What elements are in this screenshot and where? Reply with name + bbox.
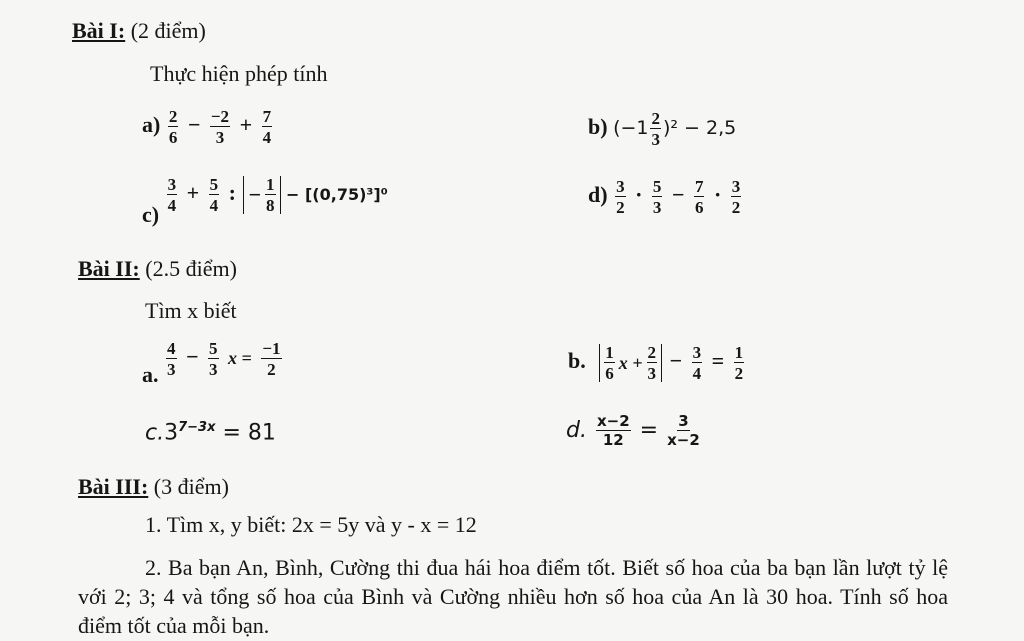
problem-label: a. <box>142 362 159 388</box>
problem-2a: a. $\frac{4}{3}$ − $\frac{5}{3}$ x = $\frac{-1}{2}$ <box>142 339 281 388</box>
fraction: $\frac{-2}{3}$ <box>210 107 230 147</box>
section-2-instruction: Tìm x biết <box>145 298 237 323</box>
problem-1d: d) $\frac{3}{2}$ · $\frac{5}{3}$ − $\frac{7}{6}$ · $\frac{3}{2}$ <box>588 177 741 217</box>
fraction: $\frac{3}{4}$ <box>692 343 702 383</box>
fraction: $\frac{-1}{2}$ <box>262 339 281 379</box>
fraction: $\frac{3}{x-2}$ <box>667 412 700 449</box>
problem-label: d. <box>566 418 587 443</box>
problem-label: b) <box>588 114 608 140</box>
problem-1c: c) $\frac{3}{4}$ + $\frac{5}{4}$ : − $\frac{1}{8}$ − [(0,75)³]⁰ <box>142 175 388 228</box>
section-1-points: (2 điểm) <box>130 18 206 43</box>
fraction: $\frac{7}{6}$ <box>694 177 704 217</box>
problem-3-2: 2. Ba bạn An, Bình, Cường thi đua hái hoa điểm tốt. Biết số hoa của ba bạn lần lượt tỷ lệ với 2; 3; 4 và tổng số hoa của Bình và Cường nhiều hơn số hoa của An là 30 hoa. Tính số hoa điểm tốt của mỗi bạn. <box>78 555 948 638</box>
fraction: $\frac{3}{2}$ <box>616 177 625 217</box>
fraction: $\frac{5}{3}$ <box>652 177 662 217</box>
fraction: $\frac{2}{3}$ <box>651 109 660 149</box>
fraction: $\frac{3}{4}$ <box>167 175 177 215</box>
section-2-points: (2.5 điểm) <box>145 256 237 281</box>
problem-label: b. <box>568 348 586 374</box>
fraction: $\frac{4}{3}$ <box>167 339 176 379</box>
problem-label: c) <box>142 202 160 228</box>
fraction: $\frac{2}{6}$ <box>168 107 178 147</box>
section-3-header <box>78 474 229 500</box>
problem-label: d) <box>588 182 608 208</box>
section-2-header <box>78 256 237 282</box>
fraction: $\frac{7}{4}$ <box>262 107 272 147</box>
fraction: $\frac{5}{4}$ <box>209 175 219 215</box>
problem-2d: d. $\frac{x-2}{12}$ = $\frac{3}{x-2}$ <box>566 412 700 449</box>
problem-label: c. <box>145 420 165 446</box>
problem-1a: a) $\frac{2}{6}$ − $\frac{-2}{3}$ + $\frac{7}{4}$ <box>142 107 272 147</box>
fraction: $\frac{x-2}{12}$ <box>596 412 630 449</box>
problem-2c: $c.3^{7-3x} = 81$ <box>145 420 276 446</box>
problem-3-1: 1. Tìm x, y biết: 2x = 5y và y - x = 12 <box>145 512 477 537</box>
fraction: $\frac{1}{2}$ <box>734 343 744 383</box>
section-3-title: Bài III: <box>78 474 149 499</box>
absolute-value: − $\frac{1}{8}$ <box>243 176 280 214</box>
section-3-points: (3 điểm) <box>153 474 229 499</box>
absolute-value: $\frac{1}{6}$ x + $\frac{2}{3}$ <box>599 344 662 382</box>
problem-2b: b. $\frac{1}{6}$ x + $\frac{2}{3}$ − $\frac{3}{4}$ = $\frac{1}{2}$ <box>568 343 744 383</box>
section-1-header <box>72 18 206 44</box>
section-2-title: Bài II: <box>78 256 140 281</box>
section-1-instruction: Thực hiện phép tính <box>150 61 328 86</box>
problem-1b: b) (−1 $\frac{2}{3}$ )² − 2,5 <box>588 109 737 149</box>
fraction: $\frac{3}{2}$ <box>731 177 741 217</box>
section-1-title: Bài I: <box>72 18 126 43</box>
fraction: $\frac{5}{3}$ <box>209 339 218 379</box>
problem-label: a) <box>142 112 161 138</box>
